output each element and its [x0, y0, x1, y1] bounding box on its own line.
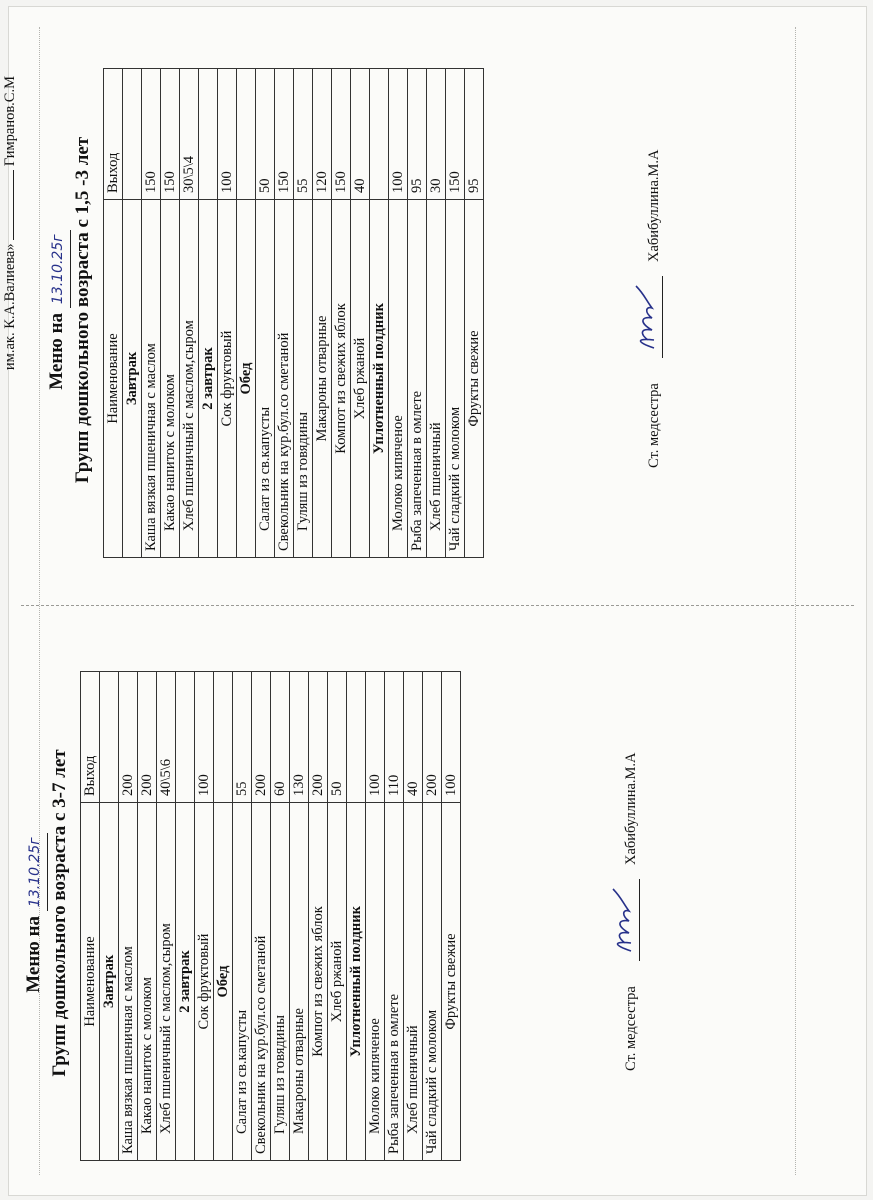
dish-row: [294, 69, 313, 558]
handwritten-date: 13.10.25г: [46, 230, 71, 308]
dish-row: [404, 672, 423, 1161]
dish-row: [442, 672, 461, 1161]
section-title: Завтрак: [100, 803, 119, 1161]
dish-row: [465, 69, 484, 558]
dish-name: Молоко кипяченое: [389, 200, 408, 558]
menu-table: [103, 68, 484, 558]
dish-row: [142, 69, 161, 558]
signature-line: [609, 879, 640, 961]
dish-row: [309, 672, 328, 1161]
dish-row: [408, 69, 427, 558]
dish-output: 120: [313, 69, 332, 200]
dish-row: [180, 69, 199, 558]
dish-output: 150: [332, 69, 351, 200]
dish-row: [157, 672, 176, 1161]
handwritten-signature-icon: [630, 280, 664, 352]
signature-role: Ст. медсестра: [623, 986, 639, 1071]
dish-row: [389, 69, 408, 558]
dish-output: 55: [233, 672, 252, 803]
dish-output: 30\5\4: [180, 69, 199, 200]
dish-name: Компот из свежих яблок: [332, 200, 351, 558]
section-row: [370, 69, 389, 558]
dish-row: [119, 672, 138, 1161]
dish-row: [446, 69, 465, 558]
section-output-cell: [100, 672, 119, 803]
dish-row: [332, 69, 351, 558]
dish-output: 130: [290, 672, 309, 803]
dish-row: [252, 672, 271, 1161]
dish-output: 30: [427, 69, 446, 200]
section-row: [123, 69, 142, 558]
dish-name: Салат из св.капусты: [233, 803, 252, 1161]
dish-name: Хлеб ржаной: [351, 200, 370, 558]
fold-line: [21, 605, 854, 606]
section-output-cell: [199, 69, 218, 200]
column-header-name: Наименование: [104, 200, 123, 558]
dish-row: [328, 672, 347, 1161]
dish-name: Фрукты свежие: [465, 200, 484, 558]
dish-output: 200: [138, 672, 157, 803]
section-title: Обед: [237, 200, 256, 558]
section-output-cell: [214, 672, 233, 803]
dish-name: Какао напиток с молоком: [161, 200, 180, 558]
handwritten-date: 13.10.25г: [23, 833, 48, 911]
dish-row: [195, 672, 214, 1161]
dish-name: Свекольник на кур.бул.со сметаной: [275, 200, 294, 558]
dish-name: Сок фруктовый: [218, 200, 237, 558]
dish-output: 60: [271, 672, 290, 803]
dish-output: 100: [442, 672, 461, 803]
signature-line: [632, 276, 663, 358]
menu-subtitle: Групп дошкольного возраста с 1,5 -3 лет: [72, 136, 93, 484]
section-title: Уплотненный полдник: [370, 200, 389, 558]
dish-row: [313, 69, 332, 558]
dish-name: Гуляш из говядины: [271, 803, 290, 1161]
section-title: Уплотненный полдник: [347, 803, 366, 1161]
dish-name: Какао напиток с молоком: [138, 803, 157, 1161]
dish-name: Фрукты свежие: [442, 803, 461, 1161]
dish-row: [423, 672, 442, 1161]
dish-row: [138, 672, 157, 1161]
dish-name: Свекольник на кур.бул.со сметаной: [252, 803, 271, 1161]
dish-name: Чай сладкий с молоком: [446, 200, 465, 558]
dish-row: [233, 672, 252, 1161]
section-row: [176, 672, 195, 1161]
scan-edge-line: [795, 27, 796, 1175]
dish-name: Салат из св.капусты: [256, 200, 275, 558]
dish-output: 150: [142, 69, 161, 200]
dish-name: Рыба запеченная в омлете: [385, 803, 404, 1161]
dish-output: 200: [252, 672, 271, 803]
dish-output: 100: [218, 69, 237, 200]
section-output-cell: [176, 672, 195, 803]
dish-output: 200: [309, 672, 328, 803]
column-header-output: Выход: [81, 672, 100, 803]
dish-row: [256, 69, 275, 558]
dish-row: [427, 69, 446, 558]
director-name: Гимранов.С.М: [2, 76, 18, 167]
dish-name: Чай сладкий с молоком: [423, 803, 442, 1161]
section-output-cell: [237, 69, 256, 200]
dish-row: [366, 672, 385, 1161]
signature-blank: [1, 170, 14, 240]
dish-output: 150: [161, 69, 180, 200]
menu-table: [80, 671, 461, 1161]
signature-name: Хабибуллина.М.А: [623, 752, 639, 865]
table-header-row: [81, 672, 100, 1161]
dish-output: 150: [275, 69, 294, 200]
section-row: [199, 69, 218, 558]
dish-output: 40: [404, 672, 423, 803]
dish-name: Хлеб пшеничный: [404, 803, 423, 1161]
section-output-cell: [370, 69, 389, 200]
signature-role: Ст. медсестра: [646, 383, 662, 468]
section-title: Обед: [214, 803, 233, 1161]
menu-page-1-5-3: [0, 40, 723, 580]
dish-row: [271, 672, 290, 1161]
dish-row: [385, 672, 404, 1161]
dish-output: 200: [423, 672, 442, 803]
section-row: [347, 672, 366, 1161]
dish-name: Гуляш из говядины: [294, 200, 313, 558]
dish-name: Хлеб пшеничный с маслом,сыром: [157, 803, 176, 1161]
dish-name: Рыба запеченная в омлете: [408, 200, 427, 558]
approval-header: [0, 76, 19, 377]
dish-name: Хлеб пшеничный с маслом,сыром: [180, 200, 199, 558]
dish-name: Хлеб ржаной: [328, 803, 347, 1161]
section-output-cell: [347, 672, 366, 803]
dish-name: Каша вязкая пшеничная с маслом: [119, 803, 138, 1161]
dish-output: 50: [256, 69, 275, 200]
handwritten-signature-icon: [607, 883, 641, 955]
dish-output: 110: [385, 672, 404, 803]
dish-row: [275, 69, 294, 558]
dish-name: Сок фруктовый: [195, 803, 214, 1161]
column-header-name: Наименование: [81, 803, 100, 1161]
dish-output: 150: [446, 69, 465, 200]
dish-row: [161, 69, 180, 558]
menu-subtitle: Групп дошкольного возраста с 3-7 лет: [49, 749, 70, 1077]
dish-output: 55: [294, 69, 313, 200]
title-prefix: Меню на: [23, 915, 44, 993]
dish-output: 100: [389, 69, 408, 200]
dish-name: Молоко кипяченое: [366, 803, 385, 1161]
dish-name: Хлеб пшеничный: [427, 200, 446, 558]
dish-row: [290, 672, 309, 1161]
dish-output: 100: [195, 672, 214, 803]
dish-output: 100: [366, 672, 385, 803]
dish-output: 50: [328, 672, 347, 803]
dish-name: Макароны отварные: [313, 200, 332, 558]
section-row: [100, 672, 119, 1161]
dish-output: 40\5\6: [157, 672, 176, 803]
dish-name: Каша вязкая пшеничная с маслом: [142, 200, 161, 558]
dish-output: 95: [408, 69, 427, 200]
director-line: им.ак. К.А.Валиева» Гимранов.С.М: [2, 76, 18, 371]
section-output-cell: [123, 69, 142, 200]
signature-name: Хабибуллина.М.А: [646, 149, 662, 262]
section-row: [237, 69, 256, 558]
title-prefix: Меню на: [46, 312, 67, 390]
section-title: 2 завтрак: [176, 803, 195, 1161]
dish-name: Макароны отварные: [290, 803, 309, 1161]
dish-output: 95: [465, 69, 484, 200]
dish-name: Компот из свежих яблок: [309, 803, 328, 1161]
column-header-output: Выход: [104, 69, 123, 200]
section-title: 2 завтрак: [199, 200, 218, 558]
dish-row: [218, 69, 237, 558]
dish-row: [351, 69, 370, 558]
dish-output: 40: [351, 69, 370, 200]
section-title: Завтрак: [123, 200, 142, 558]
section-row: [214, 672, 233, 1161]
menu-title: [22, 643, 72, 1183]
menu-page-3-7: [0, 643, 700, 1183]
table-header-row: [104, 69, 123, 558]
dish-output: 200: [119, 672, 138, 803]
menu-title: [45, 40, 95, 580]
